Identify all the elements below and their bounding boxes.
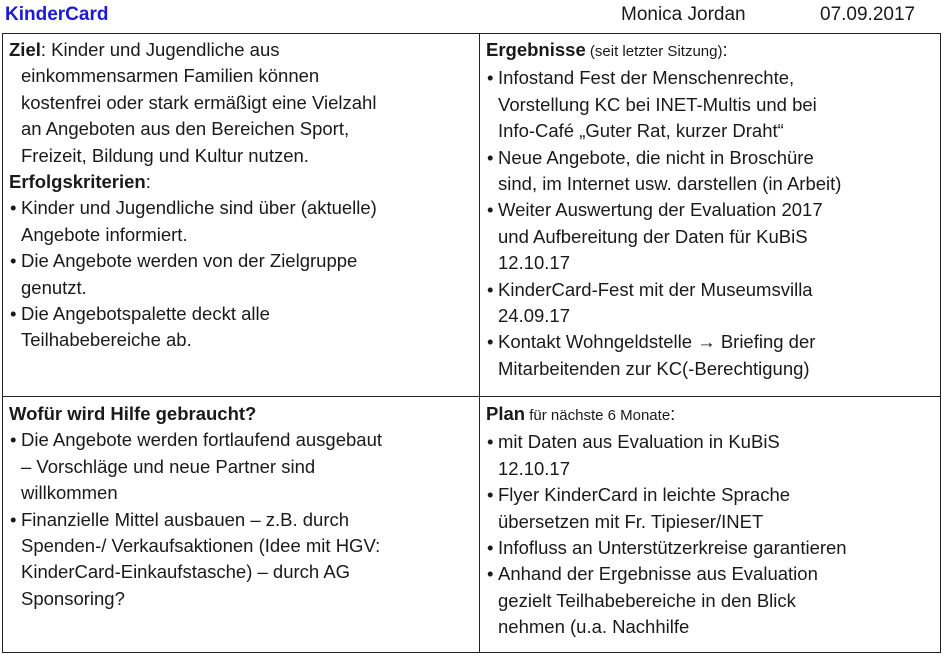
criteria-item [9,248,475,301]
list-item-line: • Die Angebote werden fortlaufend ausgebaut [9,427,475,453]
results-item [486,277,936,330]
list-item-line: • Neue Angebote, die nicht in Broschüre [486,145,936,171]
results-colon: : [722,39,728,60]
list-item-line: • Die Angebote werden von der Zielgruppe [9,248,475,274]
list-item-line: • Flyer KinderCard in leichte Sprache [486,482,936,508]
list-item-line: – Vorschläge und neue Partner sind [21,455,316,477]
help-label: Wofür wird Hilfe gebraucht? [9,403,257,424]
list-item-line: Spenden-/ Verkaufsaktionen (Idee mit HGV: [21,535,381,557]
list-item-line: nehmen (u.a. Nachhilfe [498,616,690,638]
goal-line: Freizeit, Bildung und Kultur nutzen. [21,144,309,166]
criteria-item [9,195,475,248]
plan-item [486,535,936,561]
results-item [486,65,936,144]
row-divider [3,396,940,397]
brand-title: KinderCard [5,4,109,25]
list-item-line: • Kinder und Jugendliche sind über (aktuelle) [9,195,475,221]
list-item-line: Info-Café „Guter Rat, kurzer Draht“ [498,120,784,142]
results-item [486,329,936,382]
list-item-line: und Aufbereitung der Daten für KuBiS [498,225,808,247]
criteria-item [9,301,475,354]
results-heading [486,37,936,65]
list-item-line: gezielt Teilhabebereiche in den Blick [498,589,796,611]
goal-cell [9,37,475,354]
goal-line: an Angeboten aus den Bereichen Sport, [21,118,350,140]
results-label: Ergebnisse [486,39,586,60]
results-note: (seit letzter Sitzung) [585,43,723,60]
list-item-line: • KinderCard-Fest mit der Museumsvilla [486,277,936,303]
header [0,0,945,32]
plan-heading [486,401,936,429]
list-item-line: • Anhand der Ergebnisse aus Evaluation [486,561,936,587]
list-item-line: Teilhabebereiche ab. [21,329,192,351]
help-cell [9,401,475,612]
list-item-line: Mitarbeitenden zur KC(-Berechtigung) [498,357,810,379]
goal-label: Ziel [9,39,41,60]
list-item-line: 12.10.17 [498,252,571,274]
list-item-line: • Kontakt Wohngeldstelle → Briefing der [486,329,936,355]
plan-cell [486,401,936,641]
goal-text: : Kinder und Jugendliche aus [40,39,280,60]
plan-item [486,429,936,482]
list-item-line: KinderCard-Einkaufstasche) – durch AG [21,561,351,583]
help-item [9,507,475,613]
plan-note: für nächste 6 Monate [525,407,671,424]
list-item-line: • Infostand Fest der Menschenrechte, [486,65,936,91]
goal-line: einkommensarmen Familien können [21,65,320,87]
goal-line [9,37,475,63]
plan-colon: : [670,403,676,424]
column-divider [479,34,480,652]
help-heading [9,401,475,427]
results-cell [486,37,936,382]
list-item-line: • Die Angebotspalette deckt alle [9,301,475,327]
criteria-label: Erfolgskriterien [9,171,146,193]
list-item-line: 24.09.17 [498,305,571,327]
author-name: Monica Jordan [621,4,746,25]
criteria-colon: : [145,171,151,193]
list-item-line: sind, im Internet usw. darstellen (in Arbeit) [498,173,842,195]
list-item-line: 12.10.17 [498,457,571,479]
results-item [486,145,936,198]
criteria-heading [9,169,475,195]
plan-label: Plan [486,403,526,424]
list-item-line: genutzt. [21,276,87,298]
list-item-line: Sponsoring? [21,587,125,609]
list-item-line: • mit Daten aus Evaluation in KuBiS [486,429,936,455]
list-item-line: Angebote informiert. [21,223,188,245]
list-item-line: übersetzen mit Fr. Tipieser/INET [498,510,764,532]
plan-item [486,482,936,535]
list-item-line: • Infofluss an Unterstützerkreise garantieren [486,535,936,561]
help-item [9,427,475,506]
list-item-line: Vorstellung KC bei INET-Multis und bei [498,93,817,115]
document-date: 07.09.2017 [820,4,916,25]
list-item-line: • Weiter Auswertung der Evaluation 2017 [486,197,936,223]
goal-line: kostenfrei oder stark ermäßigt eine Vielzahl [21,91,377,113]
list-item-line: willkommen [21,482,118,504]
list-item-line: • Finanzielle Mittel ausbauen – z.B. durch [9,507,475,533]
plan-item [486,561,936,640]
content-table [2,33,941,653]
results-item [486,197,936,276]
